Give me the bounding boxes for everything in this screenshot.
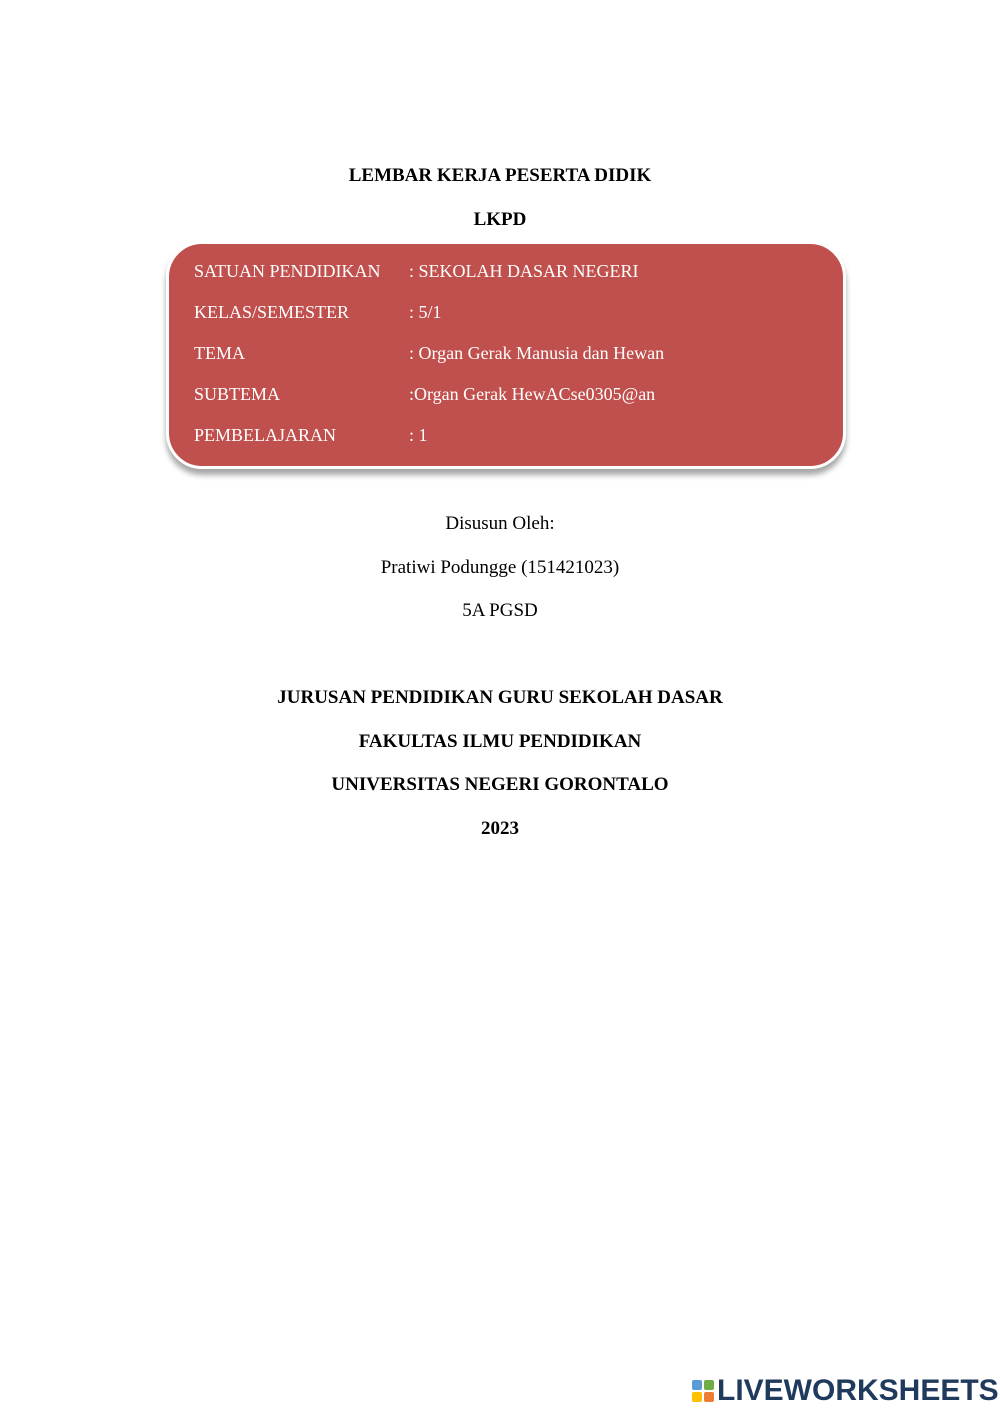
info-label: SUBTEMA: [194, 384, 281, 404]
info-label: SATUAN PENDIDIKAN: [194, 261, 381, 281]
info-value: : Organ Gerak Manusia dan Hewan: [409, 343, 665, 363]
document-title: LEMBAR KERJA PESERTA DIDIK: [348, 165, 652, 186]
year: 2023: [481, 818, 519, 839]
liveworksheets-watermark: [692, 1374, 999, 1408]
document-subtitle: LKPD: [473, 209, 527, 230]
info-label: KELAS/SEMESTER: [194, 302, 350, 322]
info-row-satuan: [194, 259, 834, 283]
liveworksheets-logo-icon: [692, 1380, 714, 1402]
info-row-kelas: [194, 300, 834, 324]
info-row-tema: [194, 341, 834, 365]
info-row-pembelajaran: [194, 423, 834, 447]
info-value: : SEKOLAH DASAR NEGERI: [409, 261, 639, 281]
author-heading: Disusun Oleh:: [445, 513, 555, 534]
info-box: [166, 241, 846, 469]
faculty-name: FAKULTAS ILMU PENDIDIKAN: [358, 731, 642, 752]
info-value: : 5/1: [409, 302, 442, 322]
info-row-subtema: [194, 382, 834, 406]
info-value: :Organ Gerak HewACse0305@an: [409, 384, 656, 404]
author-class: 5A PGSD: [462, 600, 538, 621]
info-label: TEMA: [194, 343, 245, 363]
info-value: : 1: [409, 425, 428, 445]
watermark-text: LIVEWORKSHEETS: [717, 1374, 999, 1407]
info-label: PEMBELAJARAN: [194, 425, 337, 445]
department-name: JURUSAN PENDIDIKAN GURU SEKOLAH DASAR: [277, 687, 723, 708]
author-name: Pratiwi Podungge (151421023): [380, 557, 620, 578]
university-name: UNIVERSITAS NEGERI GORONTALO: [331, 774, 669, 795]
